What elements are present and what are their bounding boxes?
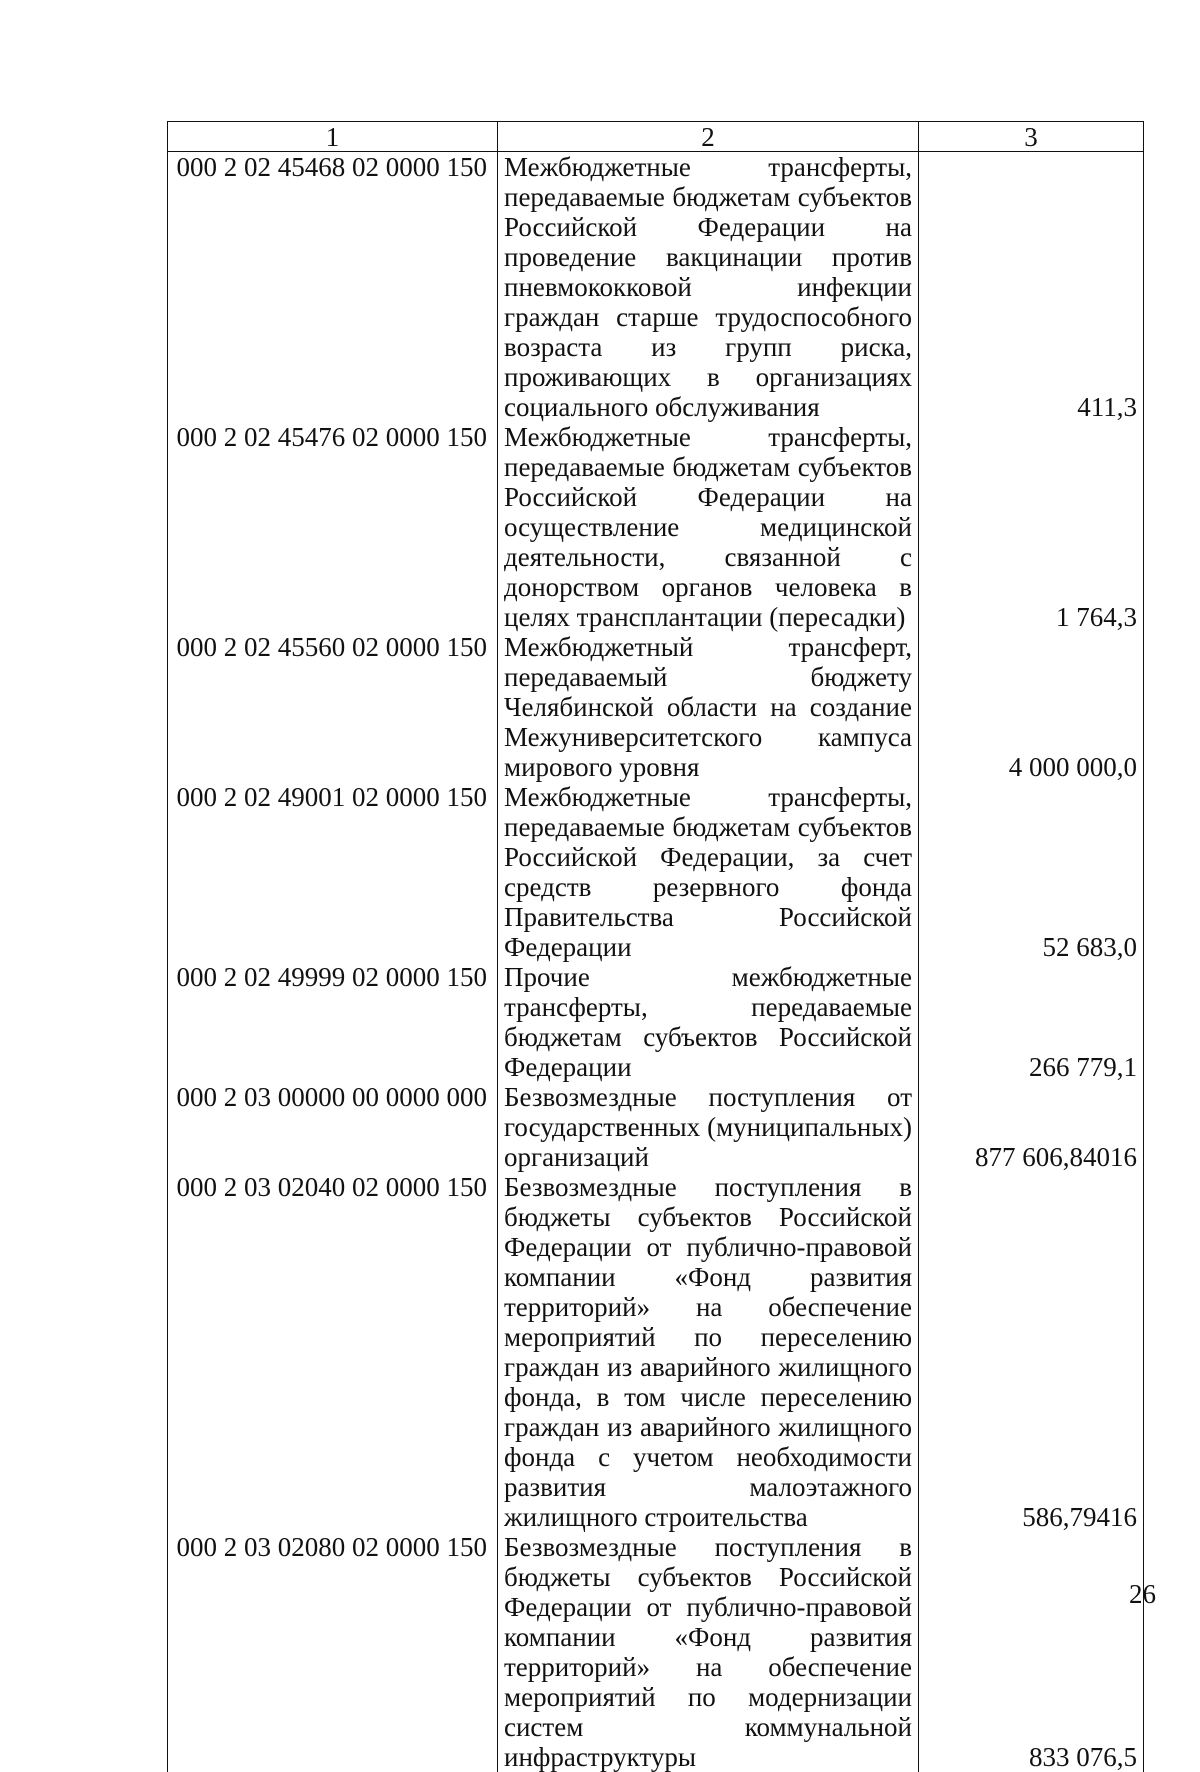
row-code: 000 2 02 45468 02 0000 150 [168, 152, 498, 423]
row-amount: 833 076,5 [919, 1532, 1144, 1772]
row-code: 000 2 03 02080 02 0000 150 [168, 1532, 498, 1772]
row-description: Межбюджетный трансферт, передаваемый бюджету Челябинской области на создание Межуниверситетского кампуса мирового уровня [498, 632, 919, 782]
row-code: 000 2 02 49999 02 0000 150 [168, 962, 498, 1082]
table-row [168, 962, 1144, 1082]
row-description: Межбюджетные трансферты, передаваемые бюджетам субъектов Российской Федерации на осуществление медицинской деятельности, связанной с донорством органов человека в целях трансплантации (пересадки) [498, 422, 919, 632]
row-amount: 4 000 000,0 [919, 632, 1144, 782]
row-amount: 52 683,0 [919, 782, 1144, 962]
row-amount: 411,3 [919, 152, 1144, 423]
table-row [168, 782, 1144, 962]
row-description: Безвозмездные поступления в бюджеты субъектов Российской Федерации от публично-правовой компании «Фонд развития территорий» на обеспечение мероприятий по переселению граждан из аварийного жилищного фонда, в том числе переселению граждан из аварийного жилищного фонда с учетом необходимости развития малоэтажного жилищного строительства [498, 1172, 919, 1532]
row-description: Безвозмездные поступления в бюджеты субъектов Российской Федерации от публично-правовой компании «Фонд развития территорий» на обеспечение мероприятий по модернизации систем коммунальной инфраструктуры [498, 1532, 919, 1772]
table-row [168, 1172, 1144, 1532]
row-code: 000 2 02 45560 02 0000 150 [168, 632, 498, 782]
page-number: 26 [1129, 1579, 1156, 1609]
table-row [168, 1082, 1144, 1172]
table-row [168, 632, 1144, 782]
row-amount: 1 764,3 [919, 422, 1144, 632]
column-header-3: 3 [919, 122, 1144, 152]
row-amount: 266 779,1 [919, 962, 1144, 1082]
row-description: Межбюджетные трансферты, передаваемые бюджетам субъектов Российской Федерации, за счет средств резервного фонда Правительства Российской Федерации [498, 782, 919, 962]
budget-table [167, 121, 1144, 1772]
table-row [168, 422, 1144, 632]
row-amount: 586,79416 [919, 1172, 1144, 1532]
row-description: Межбюджетные трансферты, передаваемые бюджетам субъектов Российской Федерации на проведение вакцинации против пневмококковой инфекции граждан старше трудоспособного возраста из групп риска, проживающих в организациях социального обслуживания [498, 152, 919, 423]
row-description: Прочие межбюджетные трансферты, передаваемые бюджетам субъектов Российской Федерации [498, 962, 919, 1082]
row-code: 000 2 03 02040 02 0000 150 [168, 1172, 498, 1532]
table-header-row [168, 122, 1144, 152]
row-code: 000 2 02 45476 02 0000 150 [168, 422, 498, 632]
column-header-1: 1 [168, 122, 498, 152]
column-header-2: 2 [498, 122, 919, 152]
table-row [168, 1532, 1144, 1772]
row-amount: 877 606,84016 [919, 1082, 1144, 1172]
table-row [168, 152, 1144, 423]
row-description: Безвозмездные поступления от государственных (муниципальных) организаций [498, 1082, 919, 1172]
row-code: 000 2 03 00000 00 0000 000 [168, 1082, 498, 1172]
row-code: 000 2 02 49001 02 0000 150 [168, 782, 498, 962]
